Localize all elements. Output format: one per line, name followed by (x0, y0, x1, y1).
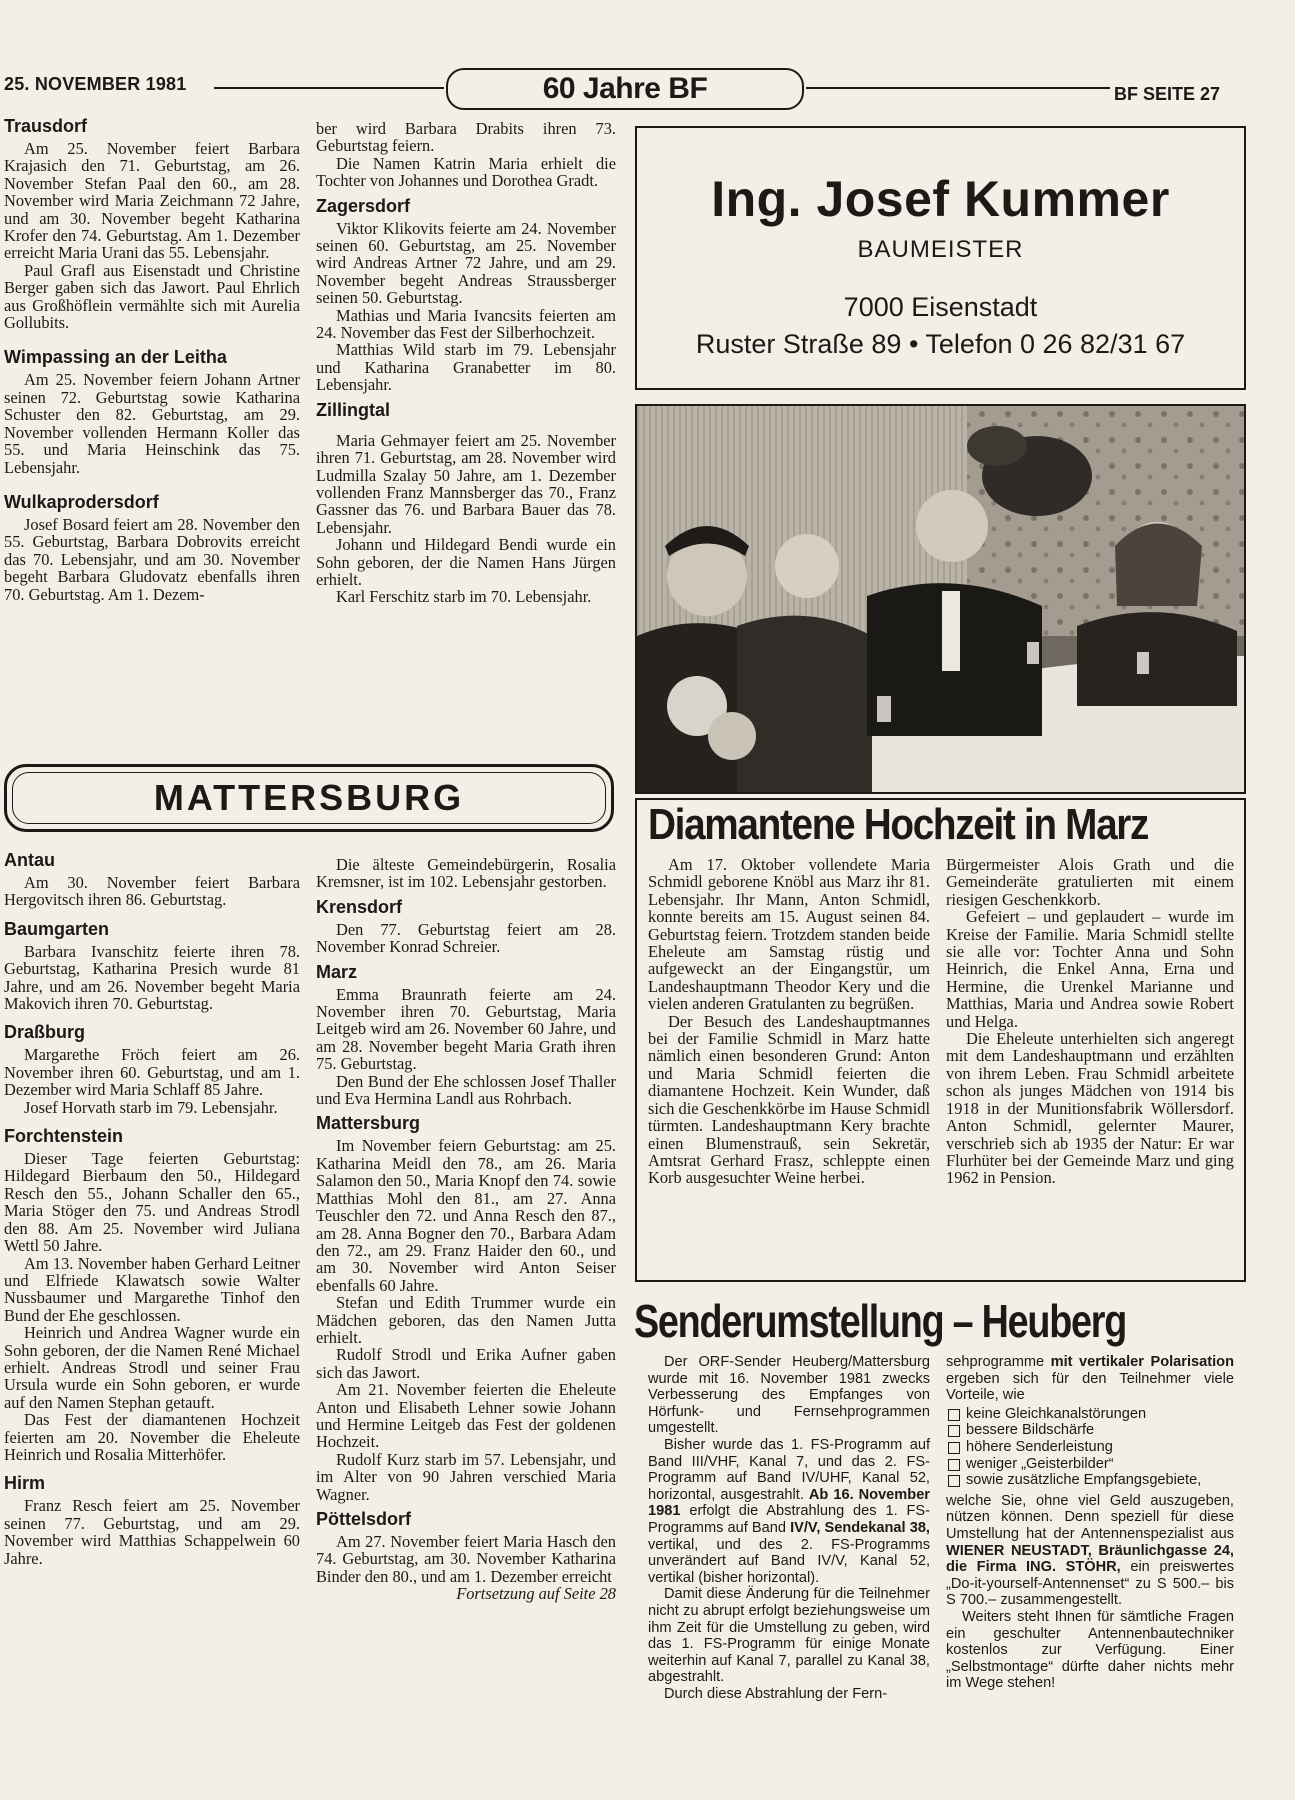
column-1 (4, 116, 300, 603)
ad-city: 7000 Eisenstadt (843, 292, 1038, 322)
paragraph: Bürgermeister Alois Grath und die Gemeinderäte gratulierten mit einem riesigen Geschenkkorb. (946, 855, 1234, 909)
bold-dealer: WIENER NEUSTADT, Bräunlichgasse 24, die Firma ING. STÖHR, (946, 1542, 1234, 1576)
paragraph: Die Namen Katrin Maria erhielt die Tochter von Johannes und Dorothea Gradt. (316, 153, 616, 191)
section-heading: Zillingtal (316, 399, 390, 420)
bold-date: Ab 16. November 1981 (648, 1486, 930, 1520)
paragraph: Rudolf Kurz starb im 57. Lebensjahr, und im Alter von 90 Jahren verschied Maria Wagner. (316, 1449, 616, 1504)
section-heading: Wimpassing an der Leitha (4, 347, 227, 368)
paragraph: Am 17. Oktober vollendete Maria Schmidl geborene Knöbl aus Marz ihr 81. Lebensjahr. Ihr Mann, Anton Schmidl, konnte bereits am 15. August seinen 84. Geburtstag feiern. Trotzdem standen beide Eheleute am Samstag rüstig und aufgeweckt an der Eingangstür, um Landeshauptmann Theodor Kery und die vielen anderen Gratulanten zu begrüßen. (648, 855, 930, 1014)
section-heading: Zagersdorf (316, 195, 411, 216)
paragraph: Die Eheleute unterhielten sich angeregt mit dem Landeshauptmann und erzählten von ihrem Leben. Frau Schmidl arbeitete schon als junges Mädchen von 1914 bis 1918 in der Munitionsfabrik Wöllersdorf. Anton Schmidl, gelernter Maurer, verschrieb sich ab 1935 der Natur: Er war Flurhüter bei der Gemeinde Marz und ging 1962 in Pension. (946, 1029, 1234, 1188)
paragraph: Den 77. Geburtstag feiert am 28. November Konrad Schreier. (316, 919, 616, 957)
paragraph: Viktor Klikovits feierte am 24. November seinen 60. Geburtstag, am 25. November wird Andreas Artner 72 Jahre, und am 29. November begeht Andreas Straussberger seinen 50. Geburtstag. (316, 218, 616, 308)
bold-channel: IV/V, Sendekanal 38, (790, 1519, 930, 1536)
bold-polarisation: mit vertikaler Polarisation (1050, 1354, 1234, 1370)
paragraph: Barbara Ivanschitz feierte ihren 78. Geburtstag, Katharina Presich wurde 81 Jahre, und am 26. November begeht Maria Makovich ihren 70. Geburtstag. (4, 941, 300, 1014)
paragraph: ber wird Barbara Drabits ihren 73. Geburtstag feiern. (316, 119, 616, 156)
paragraph: Mathias und Maria Ivancsits feierten am 24. November das Fest der Silberhochzeit. (316, 305, 616, 343)
header-rule-right (806, 87, 1110, 89)
diamant-column-b (946, 856, 1234, 1187)
paragraph: Paul Grafl aus Eisenstadt und Christine Berger gaben sich das Jawort. Paul Ehrlich aus Großhöflein vermählte sich mit Aurelia Gollubits. (4, 260, 300, 333)
paragraph: Am 27. November feiert Maria Hasch den 74. Geburtstag, am 30. November Katharina Binder den 80., und am 1. Dezember erreicht (316, 1532, 616, 1586)
paragraph: Im November feiern Geburtstag: am 25. Katharina Meidl den 78., am 26. Maria Salamon den 50., Maria Knopf den 74. sowie Matthias Mohl den 81., am 27. Anna Teuschler den 72. und Anna Resch den 87., am 28. Anna Bogner den 70., Barbara Adam den 72., am 29. Franz Haider den 60., und am 30. November wird Anton Seiser ebenfalls 60 Jahre. (316, 1136, 616, 1295)
paragraph: Am 21. November feierten die Eheleute Anton und Elisabeth Lehner sowie Johann und Hermine Leitgeb das Fest der goldenen Hochzeit. (316, 1380, 616, 1452)
paragraph-text: Bisher wurde das 1. FS-Programm auf Band III/VHF, Kanal 7, und das 2. FS-Programm auf Band IV/UHF, Kanal 52, horizontal, ausgestrahlt. (648, 1436, 930, 1503)
ad-address: Ruster Straße 89 • Telefon 0 26 82/31 67 (695, 329, 1186, 359)
banner-text: MATTERSBURG (153, 777, 465, 818)
paragraph: Das Fest der diamantenen Hochzeit feierten am 20. November die Eheleute Heinrich und Rosalia Mitterhöfer. (4, 1410, 300, 1464)
paragraph: Stefan und Edith Trummer wurde ein Mädchen geboren, das den Namen Jutta erhielt. (316, 1293, 616, 1347)
paragraph: Am 30. November feiert Barbara Hergovitsch ihren 86. Geburtstag. (4, 873, 300, 910)
headline-diamantene-hochzeit: Diamantene Hochzeit in Marz (648, 800, 1149, 849)
paragraph: Der ORF-Sender Heuberg/Mattersburg wurde mit 16. November 1981 zwecks Verbesserung des Empfanges von Hörfunk- und Fernsehprogrammen umgestellt. (648, 1354, 930, 1437)
paragraph: Maria Gehmayer feiert am 25. November ihren 71. Geburtstag, am 28. November wird Ludmilla Szalay 50 Jahre, am 1. Dezember vollenden Franz Mannsberger das 70., Franz Gassner das 76. und Barbara Bauer das 78. Lebensjahr. (316, 430, 616, 537)
paragraph: Emma Braunrath feierte am 24. November ihren 70. Geburtstag, Maria Leitgeb wird am 26. November 60 Jahre, und am 28. November begeht Maria Grath ihren 75. Geburtstag. (316, 984, 616, 1074)
paragraph: Margarethe Fröch feiert am 26. November ihren 60. Geburtstag, und am 1. Dezember wird Maria Schlaff 85 Jahre. (4, 1045, 300, 1100)
paragraph: Johann und Hildegard Bendi wurde ein Sohn geboren, der die Namen Hans Jürgen erhielt. (316, 535, 616, 589)
page-number: BF SEITE 27 (1114, 84, 1221, 104)
paragraph: Karl Ferschitz starb im 70. Lebensjahr. (336, 587, 592, 607)
paragraph (648, 1437, 930, 1586)
section-heading: Mattersburg (316, 1113, 421, 1134)
paragraph: Franz Resch feiert am 25. November seinen 77. Geburtstag, und am 29. November wird Matthias Schappelwein 60 Jahre. (4, 1496, 300, 1568)
paragraph (946, 1354, 1234, 1404)
header-rule-left (214, 87, 444, 89)
headline-senderumstellung: Senderumstellung – Heuberg (634, 1295, 1127, 1347)
paragraph: Heinrich und Andrea Wagner wurde ein Sohn geboren, der die Namen René Michael erhielt. Andreas Strodl und seiner Frau Ursula wurde ein Sohn geboren, er wurde auf den Namen Stephan getauft. (4, 1323, 300, 1412)
benefit-item: sowie zusätzliche Empfangsgebiete, (946, 1472, 1234, 1489)
paragraph: Am 25. November feiert Barbara Krajasich den 71. Geburtstag, am 26. November Stefan Paal den 60., am 28. November wird Maria Zeichmann 72 Jahre, und am 30. November begeht Katharina Krofer den 74. Geburtstag. Am 1. Dezember erreicht Maria Urani das 55. Lebensjahr. (4, 139, 300, 263)
section-heading: Antau (4, 850, 55, 870)
paragraph-text: ein preiswertes „Do-it-yourself-Antennenset“ zu S 500.– bis S 700.– zusammengestellt. (946, 1559, 1235, 1609)
paragraph: Den Bund der Ehe schlossen Josef Thaller und Eva Hermina Landl aus Rohrbach. (316, 1071, 616, 1109)
paragraph: Damit diese Änderung für die Teilnehmer nicht zu abrupt erfolgt beziehungsweise um ihm Zeit für die Umstellung zu geben, wird das 1. FS-Programm für einige Monate weiterhin auf Kanal 7, parallel zu Kanal 38, abgestrahlt. (648, 1586, 930, 1686)
section-heading: Wulkaprodersdorf (4, 491, 159, 512)
paragraph-text: ergeben sich für den Teilnehmer viele Vorteile, wie (946, 1370, 1234, 1404)
paragraph: Gefeiert – und geplaudert – wurde im Kreise der Familie. Maria Schmidl stellte sie alle vor: Tochter Anna und Sohn Heinrich, die Enkel Anna, Erna und Hermine, die Urenkel Marianne und Matthias, Maria und Andrea sowie Robert und Helga. (946, 907, 1234, 1031)
section-heading: Draßburg (4, 1022, 85, 1043)
section-heading: Hirm (4, 1473, 46, 1494)
section-heading: Baumgarten (4, 918, 110, 939)
paragraph: Der Besuch des Landeshauptmannes bei der Familie Schmidl in Marz hatte nämlich einen besonderen Grund: Anton und Maria Schmidl feierten die diamantene Hochzeit. Kein Wunder, daß sich die Geschenkkörbe im Hause Schmidl türmten. Landeshauptmann Kery brachte einen Blumenstrauß, sein Sekretär, Amtsrat Gerhard Frasz, schleppte einen Korb ausgesuchter Weine herbei. (648, 1011, 930, 1188)
column-3 (4, 850, 300, 1567)
column-2 (316, 120, 616, 606)
sender-column-a (648, 1354, 930, 1702)
paragraph: Weiters steht Ihnen für sämtliche Fragen ein geschulter Antennenbautechniker kostenlos zur Verfügung. Einer „Selbstmontage“ dürfte daher nichts mehr im Wege stehen! (946, 1608, 1234, 1692)
paragraph: Durch diese Abstrahlung der Fern- (664, 1685, 888, 1702)
paragraph: Josef Horvath starb im 79. Lebensjahr. (24, 1097, 278, 1117)
header-title: 60 Jahre BF (446, 68, 804, 110)
section-banner-mattersburg (4, 764, 614, 832)
advertisement-kummer (635, 126, 1246, 390)
column-4 (316, 856, 616, 1603)
benefit-item: bessere Bildschärfe (946, 1422, 1234, 1439)
section-heading: Trausdorf (4, 116, 88, 136)
benefit-list (946, 1406, 1234, 1489)
section-heading: Marz (316, 961, 358, 982)
benefit-item: höhere Senderleistung (946, 1439, 1234, 1456)
section-heading: Forchtenstein (4, 1126, 124, 1147)
anniversary-photo (635, 404, 1246, 794)
section-heading: Krensdorf (316, 896, 403, 917)
paragraph-text: vertikal, und des 2. FS-Programms unverändert auf Band IV/V, Kanal 52, vertikal (bisher horizontal). (648, 1536, 930, 1586)
issue-date: 25. NOVEMBER 1981 (4, 74, 187, 94)
paragraph: Am 13. November haben Gerhard Leitner und Elfriede Klawatsch sowie Walter Nussbaumer und Margarethe Tinhof den Bund der Ehe geschlossen. (4, 1253, 300, 1325)
sender-column-b (946, 1354, 1234, 1692)
benefit-item: keine Gleichkanalstörungen (946, 1406, 1234, 1423)
paragraph (946, 1493, 1234, 1609)
paragraph: Rudolf Strodl und Erika Aufner gaben sich das Jawort. (316, 1345, 616, 1382)
paragraph-text: sehprogramme (946, 1354, 1051, 1370)
continued-note: Fortsetzung auf Seite 28 (456, 1584, 616, 1604)
paragraph-text: welche Sie, ohne viel Geld auszugeben, nützen können. Denn speziell für diese Umstellung hat der Antennenspezialist aus (946, 1492, 1234, 1542)
photo-illustration (637, 406, 1244, 792)
paragraph: Dieser Tage feierten Geburtstag: Hildegard Bierbaum den 50., Hildegard Resch den 55., Johann Schaller den 65., Maria Stöger den 75. und Andreas Strodl den 88. Am 25. November wird Juliana Wettl 50 Jahre. (4, 1149, 300, 1256)
paragraph: Matthias Wild starb im 79. Lebensjahr und Katharina Granabetter im 80. Lebensjahr. (316, 340, 616, 395)
paragraph: Josef Bosard feiert am 28. November den 55. Geburtstag, Barbara Dobrovits erreicht das 70. Lebensjahr, und am 30. November begeht Barbara Gludovatz ebenfalls ihren 70. Geburtstag. Am 1. Dezem- (4, 514, 300, 604)
paragraph: Die älteste Gemeindebürgerin, Rosalia Kremsner, ist im 102. Lebensjahr gestorben. (316, 855, 616, 892)
diamant-column-a (648, 856, 930, 1187)
paragraph: Am 25. November feiern Johann Artner seinen 72. Geburtstag sowie Katharina Schuster den 82. Geburtstag, am 29. November vollenden Hermann Koller das 55. und Maria Heinschink das 75. Lebensjahr. (4, 370, 300, 477)
section-heading: Pöttelsdorf (316, 1509, 412, 1529)
benefit-item: weniger „Geisterbilder“ (946, 1456, 1234, 1473)
ad-company-name: Ing. Josef Kummer (711, 171, 1170, 227)
paragraph-text: erfolgt die Abstrahlung des 1. FS-Programms auf Band (648, 1503, 930, 1536)
ad-profession: BAUMEISTER (857, 236, 1024, 263)
